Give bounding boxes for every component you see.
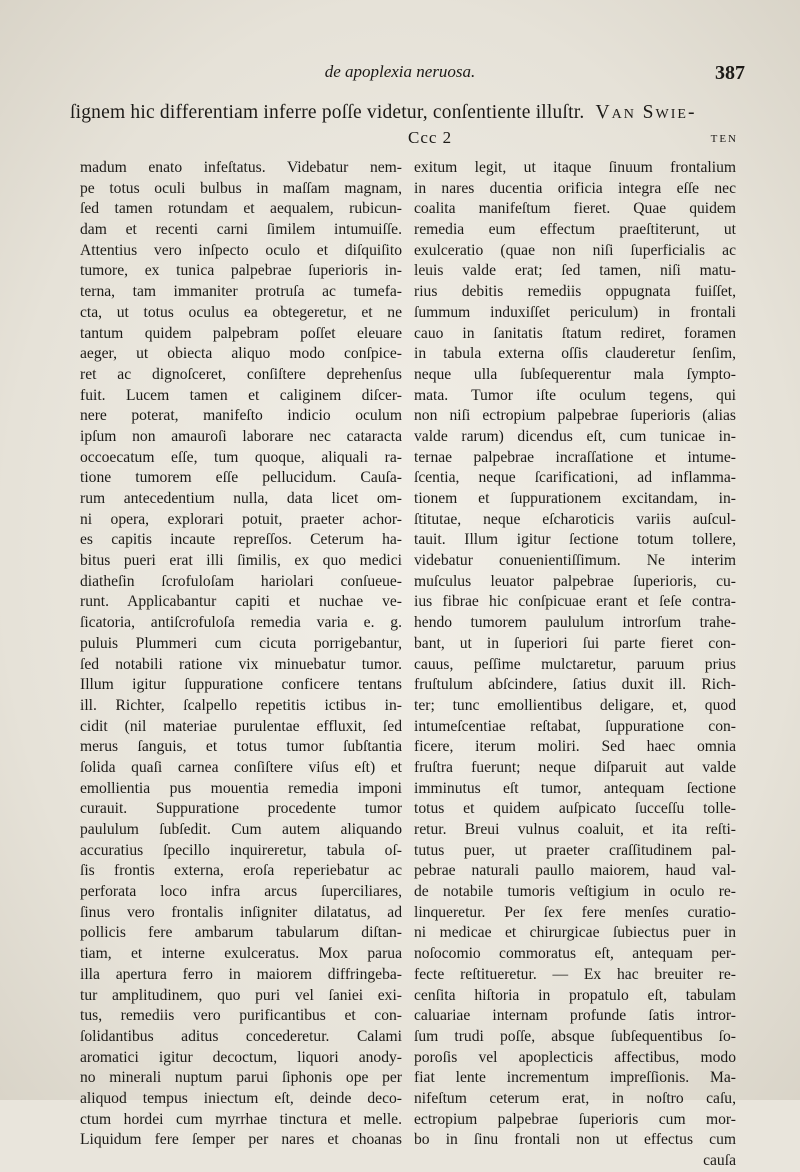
text-line: ſicatoria, antiſcrofuloſa remedia varia e. g.	[80, 614, 402, 632]
text-line: fruſtulum abſcindere, ſatius duxit ill. Rich-	[414, 676, 736, 694]
text-line: valde rarum) dicendus eſt, cum tunicae in-	[414, 427, 736, 445]
text-line: tur amplitudinem, quo puri vel ſaniei exi-	[80, 986, 402, 1004]
text-line: ectropium palpebrae ſuperioris cum mor-	[414, 1110, 736, 1128]
text-line: ter; tunc emollientibus deligare, et, quod	[414, 696, 736, 714]
text-line: ſis frontis externa, eroſa reperiebatur ac	[80, 862, 402, 880]
lead-line-text: ſignem hic differentiam inferre poſſe videtur, conſentiente illuſtr.	[70, 102, 585, 123]
text-line: in nares ducentia orificia integra eſſe nec	[414, 179, 736, 197]
text-line: runt. Applicabantur capiti et nuchae ve-	[80, 593, 402, 611]
text-line: puluis Plummeri cum cicuta porrigebantur,	[80, 634, 402, 652]
text-line: ſed notabili ratione vix minuebatur tumor.	[80, 655, 402, 673]
text-line: fuit. Lucem tamen et caliginem diſcer-	[80, 386, 402, 404]
text-line: neque ulla ſubſequerentur mala ſympto-	[414, 365, 736, 383]
text-line: tantum quidem palpebram poſſet eleuare	[80, 324, 402, 342]
text-line: es capitis incaute repreſſos. Ceterum ha-	[80, 531, 402, 549]
text-line: perforata loco infra arcus ſuperciliares,	[80, 883, 402, 901]
text-line: coalita manifeſtum fieret. Quae quidem	[414, 200, 736, 218]
text-line: rum antecedentium nulla, data licet om-	[80, 490, 402, 507]
text-line: tionem et ſuppurationem excitandam, in-	[414, 490, 736, 507]
text-line: fecte reſtitueretur. — Ex hac breuiter re-	[414, 965, 736, 983]
text-line: hendo tumorem paululum introrſum trahe-	[414, 614, 736, 632]
text-line: ſtitutae, neque eſcharoticis variis auſcul-	[414, 510, 736, 528]
text-line: tiam, et interne exulceratus. Mox parua	[80, 945, 402, 963]
text-line: tione tumorem eſſe pellucidum. Cauſa-	[80, 469, 402, 487]
text-line: ficere, iterum moliri. Sed haec omnia	[414, 738, 736, 756]
text-line: remedia eum effectum praeſtiterunt, ut	[414, 221, 736, 239]
text-line: pe totus oculi bulbus in maſſam magnam,	[80, 179, 402, 197]
text-line: nifeſtum ceterum erat, in noſtro caſu,	[414, 1089, 736, 1107]
left-column	[80, 158, 402, 1151]
text-line: paululum ſubſedit. Cum autem aliquando	[80, 821, 402, 838]
text-line: bant, ut in ſuperiori ſui parte fieret con-	[414, 634, 736, 652]
text-line: ſum trudi poſſe, absque ſubſequentibus ſo-	[414, 1027, 736, 1045]
text-line: in tabula externa oſſis clauderetur ſenſim,	[414, 345, 736, 363]
text-line: bo in ſinu frontali non ut effectus cum	[414, 1131, 736, 1149]
text-line: illa apertura ferro in maiorem diffringeba-	[80, 965, 402, 983]
text-line: leuis valde erat; ſed tamen, niſi matu-	[414, 262, 736, 280]
text-line: ſolida quaſi carnea conſiſtere viſus eſt) et	[80, 758, 402, 776]
text-line: cauus, peſſime mulctaretur, paruum prius	[414, 655, 736, 673]
catchword-top: ten	[710, 130, 738, 146]
text-line: muſculus leuator palpebrae ſuperioris, cu-	[414, 572, 736, 590]
text-line: ipſum non amauroſi laborare nec cataracta	[80, 427, 402, 445]
text-line: cidit (nil materiae purulentae effluxit, ſed	[80, 717, 402, 735]
right-column	[414, 158, 736, 1172]
text-line: ſcentia, neque ſcarificationi, ad inflamma-	[414, 469, 736, 487]
text-line: de notabile tumoris veſtigium in oculo re-	[414, 883, 736, 901]
text-line: imminutus eſt tumor, antequam ſectione	[414, 779, 736, 797]
text-line: non niſi ectropium palpebrae ſuperioris (alias	[414, 407, 736, 425]
text-line: aromatici igitur decoctum, liquori anody-	[80, 1048, 402, 1066]
text-line: intumeſcentiae reſtabat, ſuppuratione con-	[414, 717, 736, 735]
page-number: 387	[715, 62, 745, 84]
text-line: caluariae internam profunde ſatis intror-	[414, 1007, 736, 1025]
text-line: no minerali nuptum parui ſiphonis ope per	[80, 1069, 402, 1087]
text-line: aliquod tempus iniectum eſt, deinde deco-	[80, 1089, 402, 1107]
text-line: occoecatum eſſe, tum quoque, aliquali ra-	[80, 448, 402, 466]
text-line: cauo in ſanitatis ſtatum rediret, foramen	[414, 324, 736, 342]
text-line: Attentius vero inſpecto oculo et diſquiſito	[80, 241, 402, 259]
text-line: rius debitis remediis oppugnata fuiſſet,	[414, 283, 736, 301]
text-line: exulceratio (quae non niſi ſuperficialis ac	[414, 241, 736, 259]
catchword-bottom: cauſa	[703, 1152, 736, 1169]
text-line: dam et recenti carni ſimilem intumuiſſe.	[80, 221, 402, 239]
text-line: tutus puer, ut praeter craſſitudinem pal-	[414, 841, 736, 859]
lead-line	[70, 102, 740, 124]
text-line: mata. Tumor iſte oculum tegens, qui	[414, 386, 736, 404]
text-line: madum enato infeſtatus. Videbatur nem-	[80, 159, 402, 176]
text-line: pollicis fere ambarum tabularum diſtan-	[80, 924, 402, 942]
text-line: curauit. Suppuratione procedente tumor	[80, 800, 402, 818]
text-line: Liquidum fere ſemper per nares et choanas	[80, 1131, 402, 1149]
text-line: ctum hordei cum myrrhae tinctura et melle.	[80, 1110, 402, 1128]
text-line: nere poterat, manifeſto indicio oculum	[80, 407, 402, 425]
text-line: terna, tam immaniter protruſa ac tumefa-	[80, 283, 402, 301]
text-line: merus ſanguis, et totus tumor ſubſtantia	[80, 738, 402, 756]
text-line: fiat lente incrementum impreſſionis. Ma-	[414, 1069, 736, 1087]
text-line: videbatur conuenientiſſimum. Ne interim	[414, 552, 736, 570]
text-line: aeger, ut obiecta aliquo modo conſpice-	[80, 345, 402, 363]
text-line: bitus pueri erat illi ſimilis, ex quo medici	[80, 552, 402, 570]
text-line: retur. Breui vulnus coaluit, et ita reſti-	[414, 821, 736, 838]
text-line: Illum igitur ſuppuratione conficere tentans	[80, 676, 402, 694]
text-line: cenſita hiſtoria in propatulo eſt, tabulam	[414, 986, 736, 1004]
text-line: ni medicae et chirurgicae ſubiectus puer in	[414, 924, 736, 942]
text-line: pebrae naturali paullo maiorem, haud val-	[414, 862, 736, 880]
text-line: poroſis vel apoplecticis affectibus, modo	[414, 1048, 736, 1066]
text-line: diatheſin ſcrofuloſam hariolari conſueue-	[80, 572, 402, 590]
text-line: exitum legit, ut itaque ſinuum frontalium	[414, 159, 736, 176]
text-line: ſolidantibus aditus concederetur. Calami	[80, 1027, 402, 1045]
text-line: ſinus vero frontalis inſigniter dilatatus, ad	[80, 903, 402, 921]
text-line: ternae palpebrae incraſſatione et intume-	[414, 448, 736, 466]
text-line: accuratius ſpecillo inquireretur, tabula oſ-	[80, 841, 402, 859]
text-line: tumore, ex tunica palpebrae ſuperioris in-	[80, 262, 402, 280]
running-head: de apoplexia neruosa.	[324, 62, 476, 81]
text-line: totus et quidem auſpicato ſucceſſu tolle-	[414, 800, 736, 818]
text-line: linqueretur. Per ſex fere menſes curatio-	[414, 903, 736, 921]
text-line: ret ac dignoſceret, conſiſtere deprehenſus	[80, 365, 402, 383]
text-line: emollientia pus mouentia remedia imponi	[80, 779, 402, 797]
text-line: ſummum induxiſſet periculum) in frontali	[414, 303, 736, 321]
signature-mark: Ccc 2	[408, 128, 453, 147]
text-line: cta, ut totus oculus ea obtegeretur, et ne	[80, 303, 402, 321]
text-line: fruſtra fuerunt; neque diſparuit aut valde	[414, 758, 736, 776]
text-line: ill. Richter, ſcalpello repetitis ictibus in-	[80, 696, 402, 714]
text-line: ſed tamen rotundam et aequalem, rubicun-	[80, 200, 402, 218]
text-line: tus, remediis vero purificantibus et con-	[80, 1007, 402, 1025]
text-line: tauit. Illum igitur ſectione totum tollere,	[414, 531, 736, 549]
text-line: ni opera, explorari potuit, praeter achor-	[80, 510, 402, 528]
lead-line-name: Van Swie-	[595, 102, 697, 123]
signature-line	[0, 128, 800, 150]
text-line: noſocomio commoratus eſt, antequam per-	[414, 945, 736, 963]
text-line: ius fibrae hic conſpicuae erant et ſeſe contra-	[414, 593, 736, 611]
